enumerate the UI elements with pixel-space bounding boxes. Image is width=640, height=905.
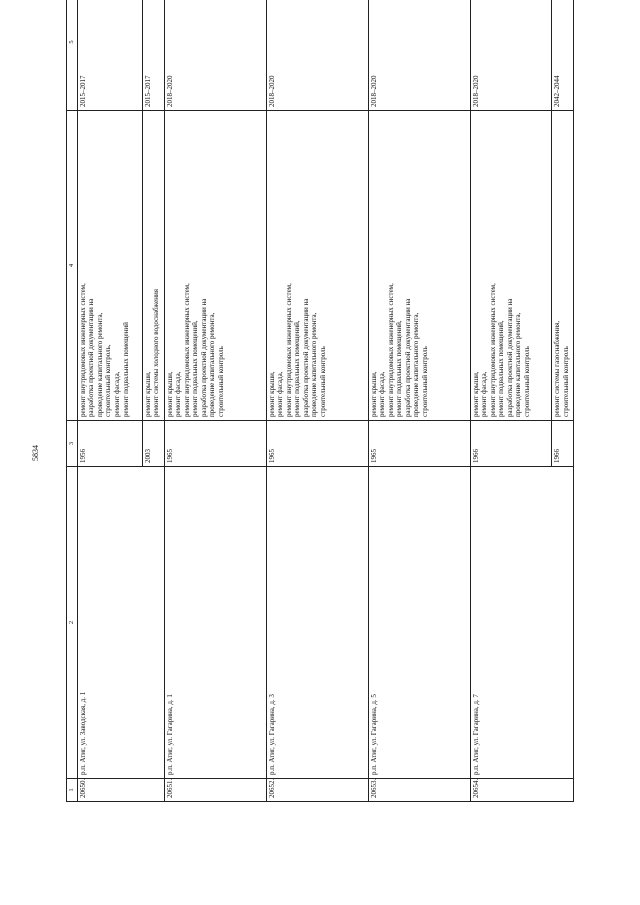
work-item: строительный контроль — [522, 346, 531, 417]
works-cell — [142, 111, 164, 421]
address-cell: р.п. Атиг, ул. Гагарина, д. 7 — [470, 467, 573, 779]
row-number: 20651. — [164, 779, 266, 802]
work-item: ремонт подвальных помещений, — [191, 320, 200, 417]
year-cell: 2003 — [142, 421, 164, 467]
year-cell: 1956 — [77, 421, 142, 467]
works-cell — [552, 111, 574, 421]
work-item: ремонт внутридомовых инженерных систем, — [488, 283, 497, 417]
year-cell: 1965 — [368, 421, 470, 467]
table-row — [266, 0, 368, 802]
work-item: проведение капитального ремонта, — [95, 312, 104, 417]
work-item: ремонт внутридомовых инженерных систем, — [386, 283, 395, 417]
table-row — [470, 0, 551, 802]
work-item: разработка проектной документации на — [87, 298, 96, 417]
header-row — [67, 0, 78, 802]
work-item: строительный контроль, — [104, 344, 113, 417]
work-item: проведение капитального ремонта, — [412, 312, 421, 417]
period-cell: 2015–2017 — [142, 0, 164, 111]
table-body — [67, 0, 574, 802]
address-cell: р.п. Атиг, ул. Гагарина, д. 5 — [368, 467, 470, 779]
period-cell: 2018–2020 — [368, 0, 470, 111]
period-cell: 2018–2020 — [164, 0, 266, 111]
work-item: ремонт фасада, — [276, 371, 285, 417]
column-header: 5 — [67, 0, 78, 111]
address-cell: р.п. Атиг, ул. Заводская, д. 1 — [77, 467, 164, 779]
table-row — [77, 0, 142, 802]
work-item: строительный контроль — [318, 346, 327, 417]
works-cell — [368, 111, 470, 421]
work-item: ремонт подвальных помещений, — [497, 320, 506, 417]
work-item: проведение капитального ремонта, — [310, 312, 319, 417]
work-item: разработка проектной документации на — [301, 298, 310, 417]
work-item: разработка проектной документации на — [199, 298, 208, 417]
work-item: проведение капитального ремонта, — [514, 312, 523, 417]
work-item: ремонт фасада, — [480, 371, 489, 417]
work-item: ремонт подвальных помещений, — [395, 320, 404, 417]
work-item: ремонт фасада, — [378, 371, 387, 417]
works-cell — [164, 111, 266, 421]
rotated-table-container — [66, 0, 574, 802]
page-number: 5834 — [31, 445, 40, 461]
work-item: ремонт подвальных помещений — [121, 322, 130, 417]
work-item: ремонт внутридомовых инженерных систем, — [78, 283, 87, 417]
work-item: ремонт фасада, — [174, 371, 183, 417]
work-item: строительный контроль — [561, 346, 570, 417]
work-item: ремонт подвальных помещений, — [293, 320, 302, 417]
work-item: ремонт системы холодного водоснабжения — [152, 289, 161, 417]
work-item: строительный контроль — [420, 346, 429, 417]
work-item: ремонт системы газоснабжения, — [553, 320, 562, 417]
work-item: строительный контроль — [216, 346, 225, 417]
work-item: ремонт крыши, — [267, 371, 276, 417]
period-cell: 2018–2020 — [470, 0, 551, 111]
row-number: 20650. — [77, 779, 164, 802]
row-number: 20653. — [368, 779, 470, 802]
work-item: разработка проектной документации на — [505, 298, 514, 417]
table-row — [164, 0, 266, 802]
works-cell — [470, 111, 551, 421]
year-cell: 1966 — [470, 421, 551, 467]
column-header: 3 — [67, 421, 78, 467]
year-cell: 1965 — [266, 421, 368, 467]
work-item: ремонт крыши, — [165, 371, 174, 417]
table-row — [368, 0, 470, 802]
repair-schedule-table — [66, 0, 574, 802]
period-cell: 2042–2044 — [552, 0, 574, 111]
work-item: разработка проектной документации на — [403, 298, 412, 417]
column-header: 2 — [67, 467, 78, 779]
address-cell: р.п. Атиг, ул. Гагарина, д. 3 — [266, 467, 368, 779]
column-header: 1 — [67, 779, 78, 802]
year-cell: 1965 — [164, 421, 266, 467]
work-item: проведение капитального ремонта, — [208, 312, 217, 417]
period-cell: 2015–2017 — [77, 0, 142, 111]
work-item: ремонт внутридомовых инженерных систем, — [284, 283, 293, 417]
work-item: ремонт крыши, — [369, 371, 378, 417]
year-cell: 1966 — [552, 421, 574, 467]
work-item: ремонт внутридомовых инженерных систем, — [182, 283, 191, 417]
works-cell — [77, 111, 142, 421]
work-item: ремонт крыши, — [471, 371, 480, 417]
work-item: ремонт фасада, — [112, 371, 121, 417]
row-number: 20652. — [266, 779, 368, 802]
work-item: ремонт крыши, — [143, 371, 152, 417]
address-cell: р.п. Атиг, ул. Гагарина, д. 1 — [164, 467, 266, 779]
period-cell: 2018–2020 — [266, 0, 368, 111]
column-header: 4 — [67, 111, 78, 421]
works-cell — [266, 111, 368, 421]
row-number: 20654. — [470, 779, 573, 802]
